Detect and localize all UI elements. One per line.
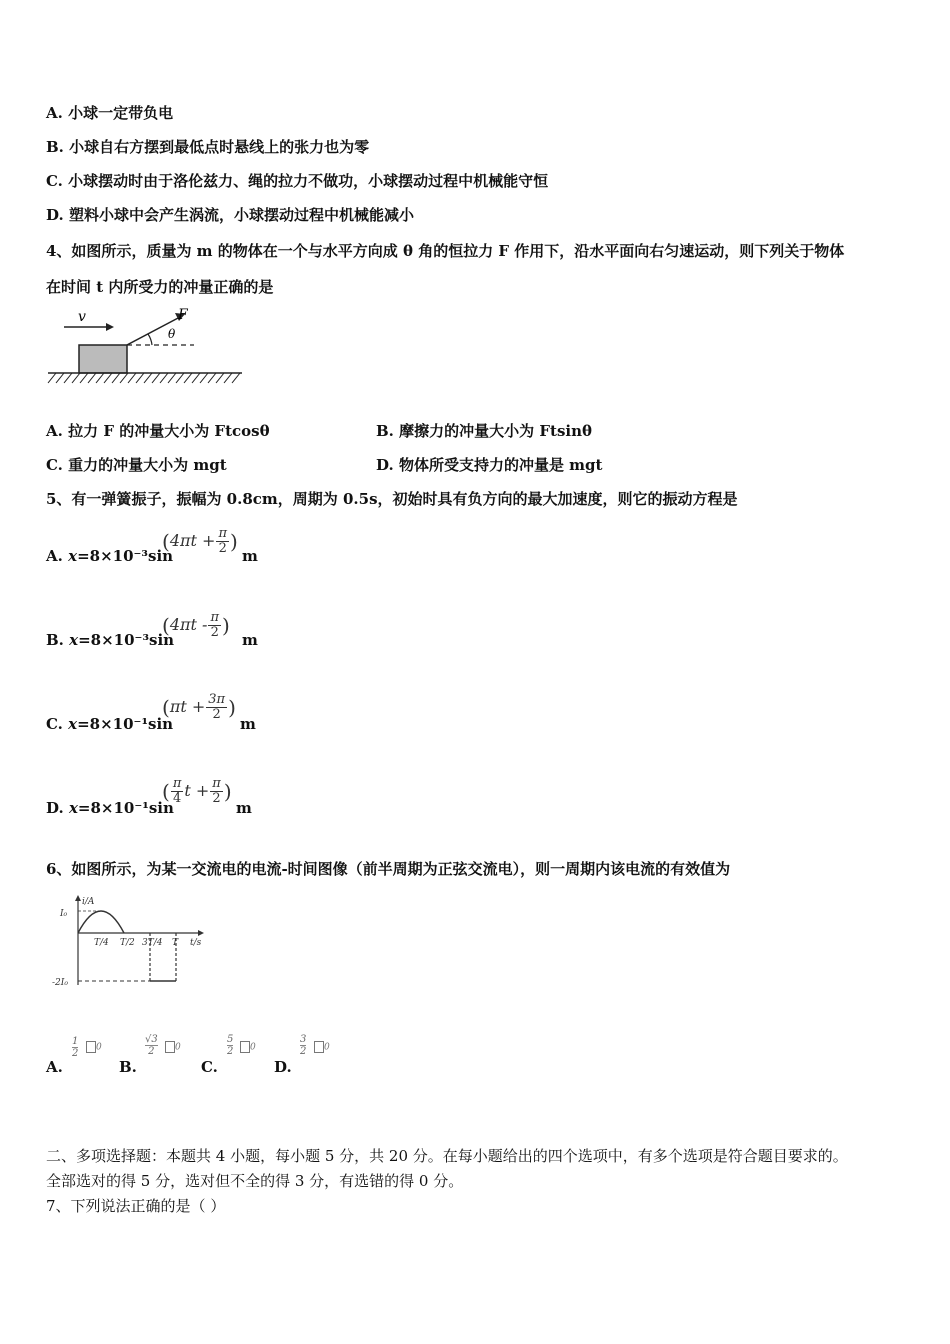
- q4-option-c-label: C.: [46, 456, 63, 474]
- q5-option-b-label: B.: [46, 631, 64, 649]
- q4-option-b-text: 摩擦力的冲量大小为 Ftsinθ: [399, 422, 592, 440]
- q5-option-a: [46, 547, 173, 565]
- q6-option-a-frac: [72, 1036, 78, 1059]
- q6-option-b-label: B.: [119, 1058, 137, 1076]
- q5-option-a-num: π: [218, 526, 227, 541]
- q6-tick-1: T/4: [94, 938, 109, 948]
- q6-option-a-sub: 0: [96, 1042, 102, 1053]
- q4-option-a-label: A.: [46, 422, 63, 440]
- q6-graph: [52, 893, 212, 991]
- q5-option-c-x: x: [68, 715, 78, 733]
- q4-v-label: v: [78, 309, 86, 325]
- q5-option-a-unit: m: [242, 547, 258, 565]
- q4-option-c-text: 重力的冲量大小为 mgt: [68, 456, 227, 474]
- q5-option-c-den: 2: [212, 707, 221, 722]
- q4-option-d-label: D.: [376, 456, 394, 474]
- q5-option-a-den: 2: [218, 541, 227, 556]
- q3-option-c-text: 小球摆动时由于洛伦兹力、绳的拉力不做功，小球摆动过程中机械能守恒: [68, 172, 549, 190]
- q4-option-a: [46, 420, 270, 441]
- q3-option-a-label: A.: [46, 104, 63, 122]
- q6-option-d-sub: 0: [324, 1042, 330, 1053]
- q5-option-b-phase: (4πt - $\frac{\pi}{2}$ ): [162, 610, 230, 640]
- q6-option-b-den: 2: [148, 1046, 155, 1057]
- q5-option-d-phase: ( $\frac{\pi}{4}$ t + $\frac{\pi}{2}$ ): [162, 776, 232, 806]
- q6-option-b-sub: 0: [175, 1042, 181, 1053]
- q4-f-label: F: [178, 307, 188, 323]
- q4-stem-line1: 4、如图所示，质量为 m 的物体在一个与水平方向成 θ 角的恒拉力 F 作用下，沿水平面向右匀速运动，则下列关于物体: [46, 242, 845, 260]
- q5-option-b-unit: m: [242, 631, 258, 649]
- q5-option-c-inner: πt +: [169, 697, 206, 716]
- q5-option-a-inner: 4πt +: [169, 531, 216, 550]
- q4-stem-line2: 在时间 t 内所受力的冲量正确的是: [46, 278, 274, 296]
- q3-option-c: [46, 170, 548, 191]
- q6-option-d-label: D.: [274, 1058, 292, 1076]
- q6-tick-4: T: [172, 938, 179, 948]
- q6-option-b-num: √3: [145, 1034, 158, 1045]
- q6-option-a-symbol: [84, 1041, 102, 1054]
- q6-option-b-frac: [145, 1034, 158, 1057]
- q3-option-d: [46, 204, 414, 225]
- q3-option-a-text: 小球一定带负电: [68, 104, 174, 122]
- q5-option-b-coef: =8×10⁻³sin: [78, 631, 175, 649]
- q5-option-b-num: π: [210, 610, 219, 625]
- q6-option-a-num: 1: [72, 1036, 79, 1047]
- q4-option-b: [376, 420, 592, 441]
- q5-option-d-den1: 4: [172, 791, 182, 806]
- q5-option-a-phase: (4πt + $\frac{\pi}{2}$ ): [162, 526, 238, 556]
- q3-option-c-label: C.: [46, 172, 63, 190]
- q6-option-a-den: 2: [72, 1048, 79, 1059]
- q4-option-d: [376, 454, 602, 475]
- q4-option-d-text: 物体所受支持力的冲量是 mgt: [398, 456, 603, 474]
- q3-option-d-text: 塑料小球中会产生涡流，小球摆动过程中机械能减小: [68, 206, 414, 224]
- q5-option-d-unit: m: [236, 799, 252, 817]
- q6-option-d-den: 2: [300, 1046, 307, 1057]
- q7-stem: 7、下列说法正确的是（ ）: [46, 1197, 226, 1215]
- q6-option-c-sub: 0: [250, 1042, 256, 1053]
- q6-tick-3: 3T/4: [142, 938, 163, 948]
- q5-option-b-den: 2: [210, 625, 219, 640]
- q5-option-b: [46, 631, 174, 649]
- q5-option-c: [46, 715, 173, 733]
- q3-option-b: [46, 136, 369, 157]
- q5-option-c-coef: =8×10⁻¹sin: [77, 715, 174, 733]
- q6-option-d-num: 3: [300, 1034, 307, 1045]
- q6-neg-label: -2I₀: [52, 978, 68, 988]
- q4-figure: [44, 305, 249, 387]
- q6-x-axis-label: t/s: [190, 938, 202, 948]
- q6-option-b-symbol: [163, 1041, 181, 1054]
- q6-option-c-symbol: [238, 1041, 256, 1054]
- q3-option-a: [46, 102, 173, 123]
- q6-stem: 6、如图所示，为某一交流电的电流-时间图像（前半周期为正弦交流电），则一周期内该电流的有效值为: [46, 860, 731, 878]
- q5-stem: 5、有一弹簧振子，振幅为 0.8cm，周期为 0.5s，初始时具有负方向的最大加速度，则它的振动方程是: [46, 490, 738, 508]
- q5-option-b-x: x: [69, 631, 79, 649]
- section2-line2: 全部选对的得 5 分，选对但不全的得 3 分，有选错的得 0 分。: [46, 1172, 464, 1190]
- q5-option-d: [46, 799, 174, 817]
- q5-option-c-phase: (πt + $\frac{3\pi}{2}$ ): [162, 692, 236, 722]
- q3-option-d-label: D.: [46, 206, 64, 224]
- q6-i0-label: I₀: [60, 909, 68, 919]
- q5-option-c-num: 3π: [208, 692, 226, 707]
- q5-option-d-den: 2: [212, 791, 221, 806]
- q4-option-c: [46, 454, 227, 475]
- q6-option-c-den: 2: [227, 1046, 234, 1057]
- section2-line1: 二、多项选择题：本题共 4 小题，每小题 5 分，共 20 分。在每小题给出的四个选项中，有多个选项是符合题目要求的。: [46, 1147, 848, 1165]
- q6-option-c-frac: [227, 1034, 233, 1057]
- q5-option-c-unit: m: [240, 715, 256, 733]
- q3-option-b-label: B.: [46, 138, 64, 156]
- q5-option-d-x: x: [68, 799, 78, 817]
- q5-option-d-coef: =8×10⁻¹sin: [77, 799, 174, 817]
- q4-theta-label: θ: [168, 327, 176, 341]
- q5-option-a-x: x: [68, 547, 78, 565]
- q6-option-a-label: A.: [46, 1058, 63, 1076]
- q5-option-d-num: π: [212, 776, 221, 791]
- q5-option-b-inner: 4πt -: [169, 615, 208, 634]
- q5-option-c-label: C.: [46, 715, 63, 733]
- q5-option-d-inner: t +: [184, 781, 210, 800]
- q5-option-a-label: A.: [46, 547, 63, 565]
- q5-option-d-num1: π: [172, 776, 182, 791]
- q3-option-b-text: 小球自右方摆到最低点时悬线上的张力也为零: [69, 138, 370, 156]
- q6-tick-2: T/2: [120, 938, 135, 948]
- q6-option-d-frac: [300, 1034, 306, 1057]
- q6-option-c-label: C.: [201, 1058, 218, 1076]
- q6-option-c-num: 5: [227, 1034, 234, 1045]
- q5-option-d-label: D.: [46, 799, 64, 817]
- q6-y-axis-label: i/A: [82, 897, 95, 907]
- q5-option-a-coef: =8×10⁻³sin: [77, 547, 174, 565]
- q6-option-d-symbol: [312, 1041, 330, 1054]
- q4-option-a-text: 拉力 F 的冲量大小为 Ftcosθ: [68, 422, 270, 440]
- q4-option-b-label: B.: [376, 422, 394, 440]
